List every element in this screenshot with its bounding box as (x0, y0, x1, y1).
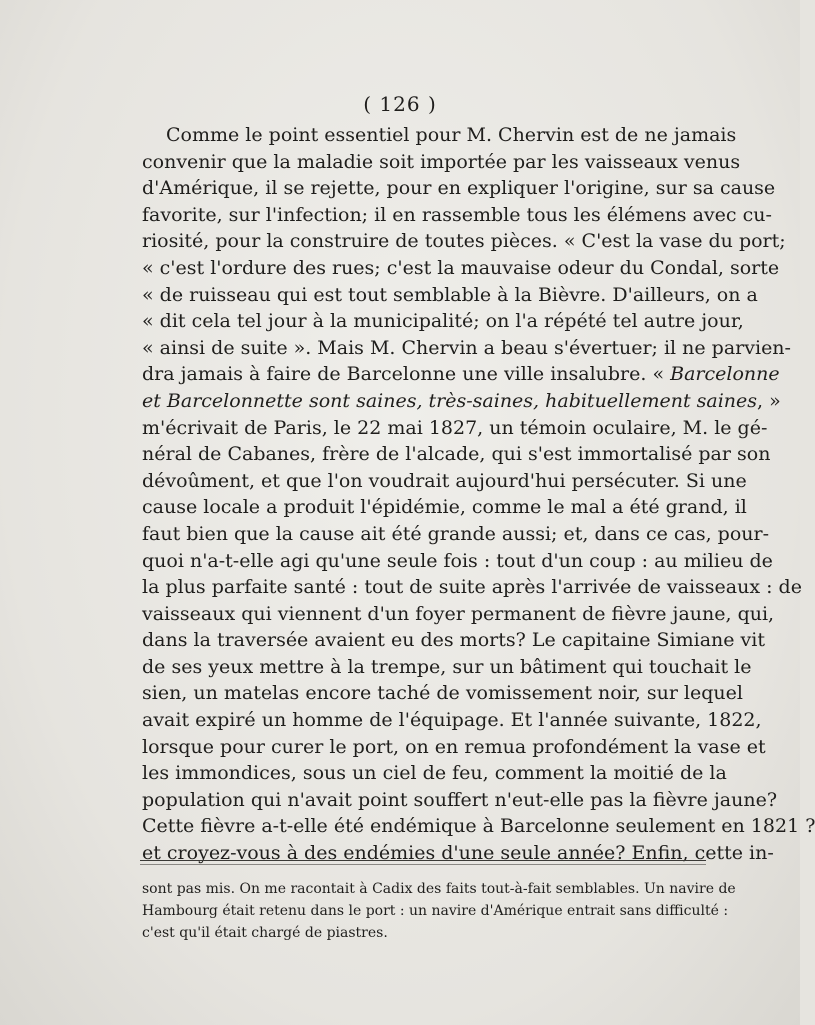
body-line-italic-mix (142, 388, 781, 415)
body-line: dans la traversée avaient eu des morts? Le capitaine Simiane vit (142, 629, 765, 652)
body-line: quoi n'a-t-elle agi qu'une seule fois : tout d'un coup : au milieu de (142, 549, 773, 572)
body-line: m'écrivait de Paris, le 22 mai 1827, un témoin oculaire, M. le gé- (142, 416, 768, 439)
body-line: vaisseaux qui viennent d'un foyer permanent de fièvre jaune, qui, (142, 602, 775, 625)
body-line-italic-mix (142, 361, 780, 388)
body-line: « c'est l'ordure des rues; c'est la mauvaise odeur du Condal, sorte (142, 256, 780, 279)
body-line: faut bien que la cause ait été grande aussi; et, dans ce cas, pour- (142, 522, 770, 545)
body-line-italic-text: Barcelonne (670, 363, 780, 386)
body-text (142, 122, 815, 867)
body-line: « dit cela tel jour à la municipalité; on l'a répété tel autre jour, (142, 310, 744, 333)
body-line: « ainsi de suite ». Mais M. Chervin a beau s'évertuer; il ne parvien- (142, 336, 791, 359)
footnote-rule (140, 860, 706, 861)
body-line-text: dra jamais à faire de Barcelonne une ville insalubre. « (142, 363, 671, 386)
page-number: ( 126 ) (363, 92, 437, 116)
footnote-rule-secondary (140, 864, 706, 865)
body-line: cause locale a produit l'épidémie, comme le mal a été grand, il (142, 496, 747, 519)
body-line: favorite, sur l'infection; il en rassemble tous les élémens avec cu- (142, 203, 772, 226)
body-line-text: , » (757, 389, 781, 412)
body-line: Cette fièvre a-t-elle été endémique à Barcelonne seulement en 1821 ? (142, 815, 815, 838)
body-line: population qui n'avait point souffert n'eut-elle pas la fièvre jaune? (142, 788, 778, 811)
body-line: dévoûment, et que l'on voudrait aujourd'hui persécuter. Si une (142, 469, 747, 492)
body-line: la plus parfaite santé : tout de suite après l'arrivée de vaisseaux : de (142, 576, 802, 599)
footnote-line: c'est qu'il était chargé de piastres. (142, 925, 388, 941)
footnote-line: Hambourg était retenu dans le port : un navire d'Amérique entrait sans difficulté : (142, 903, 729, 919)
footnote-line: sont pas mis. On me racontait à Cadix des faits tout-à-fait semblables. Un navire de (142, 881, 736, 897)
body-line: Comme le point essentiel pour M. Chervin est de ne jamais (166, 124, 737, 146)
body-line: d'Amérique, il se rejette, pour en expliquer l'origine, sur sa cause (142, 177, 776, 200)
body-line: néral de Cabanes, frère de l'alcade, qui s'est immortalisé par son (142, 443, 771, 466)
body-line: riosité, pour la construire de toutes pièces. « C'est la vase du port; (142, 230, 786, 253)
body-line: convenir que la maladie soit importée par les vaisseaux venus (142, 150, 741, 173)
body-line: lorsque pour curer le port, on en remua profondément la vase et (142, 735, 766, 758)
body-line: et croyez-vous à des endémies d'une seule année? Enfin, cette in- (142, 842, 774, 865)
body-line: les immondices, sous un ciel de feu, comment la moitié de la (142, 762, 727, 785)
body-line: « de ruisseau qui est tout semblable à la Bièvre. D'ailleurs, on a (142, 283, 758, 306)
footnote (142, 878, 736, 944)
body-line: avait expiré un homme de l'équipage. Et l'année suivante, 1822, (142, 709, 762, 732)
body-line-italic-text: et Barcelonnette sont saines, très-saines, habituellement saines (142, 389, 758, 412)
body-line: de ses yeux mettre à la trempe, sur un bâtiment qui touchait le (142, 655, 752, 678)
body-line: sien, un matelas encore taché de vomissement noir, sur lequel (142, 682, 743, 705)
